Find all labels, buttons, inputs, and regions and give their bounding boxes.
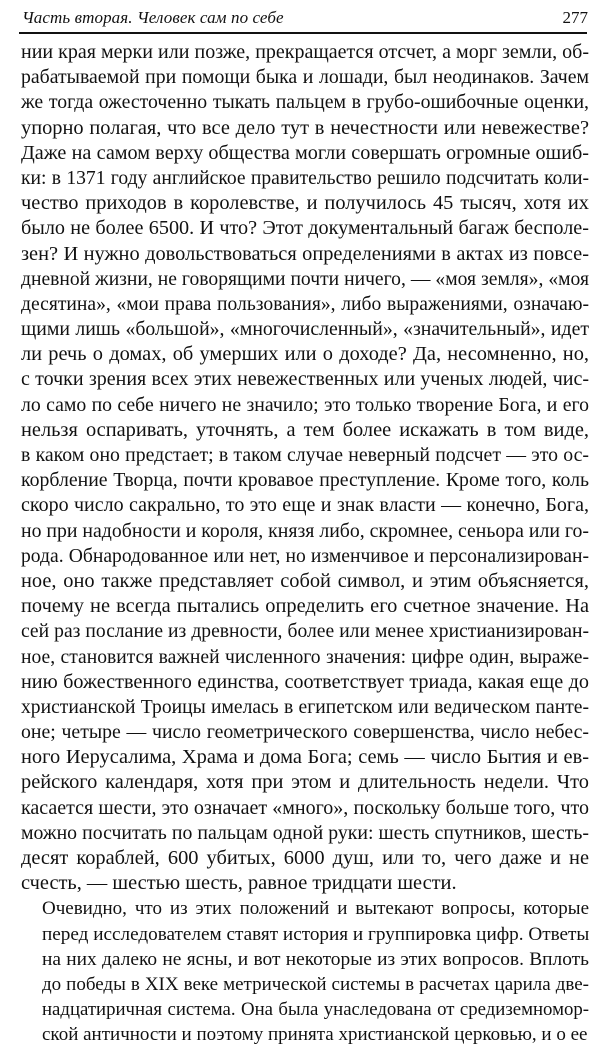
text-line: надцатиричная система. Она была унаследована от средиземномор- <box>42 999 589 1021</box>
paragraph <box>21 896 589 1047</box>
text-line: счесть, — шестью шесть, равное тридцати шести. <box>21 872 457 895</box>
text-line: рода. Обнародованное или нет, но изменчивое и персонализирован- <box>21 545 589 567</box>
text-line: ли речь о домах, об умерших или о доходе? Да, несомненно, но, <box>21 343 589 366</box>
text-line: скоро число сакрально, то это еще и знак власти — конечно, Бога, <box>21 494 589 517</box>
text-line: зен? И нужно довольствоваться определениями в актах из повсе- <box>21 242 589 265</box>
text-line: рейского календаря, хотя при этом и длительность недели. Что <box>21 771 589 794</box>
text-line: ской античности и поэтому принята христианской церковью, и о ее <box>42 1024 588 1046</box>
page-number: 277 <box>562 8 588 27</box>
text-line: сей раз послание из древности, более или менее христианизирован- <box>21 621 589 643</box>
text-line: щими лишь «большой», «многочисленный», «значительный», идет <box>21 318 589 341</box>
text-line: оне; четыре — число геометрического совершенства, число небес- <box>21 721 589 744</box>
text-line: ное, становится важней численного значения: цифре один, выраже- <box>21 646 589 668</box>
text-line: Очевидно, что из этих положений и вытекают вопросы, которые <box>42 898 589 920</box>
text-line: десятина», «мои права пользования», либо выражениями, означаю- <box>21 293 589 315</box>
text-line: нии края мерки или позже, прекращается отсчет, а морг земли, об- <box>21 41 589 63</box>
text-line: христианской Троицы имелась в египетском или ведическом панте- <box>21 696 589 718</box>
running-title: Часть вторая. Человек сам по себе <box>22 8 284 27</box>
header-rule <box>19 32 587 34</box>
page-header <box>22 6 588 30</box>
text-line: корбление Творца, почти кровавое преступление. Кроме того, коль <box>21 469 589 492</box>
text-line: почему не всегда пытались определить его счетное значение. На <box>21 595 589 618</box>
text-line: дневной жизни, не говорящими почти ничего, — «моя земля», «моя <box>21 268 589 290</box>
body-text <box>21 40 589 1048</box>
text-line: Даже на самом верху общества могли совершать огромные ошиб- <box>21 141 589 164</box>
text-line: нию божественного единства, соответствует триада, какая еще до <box>21 670 589 693</box>
text-line: перед исследователем ставят история и группировка цифр. Ответы <box>42 923 590 945</box>
paragraph <box>21 40 589 896</box>
text-line: на них далеко не ясны, и вот некоторые из этих вопросов. Вплоть <box>42 948 589 970</box>
text-line: нельзя оспаривать, уточнять, а тем более искажать в том виде, <box>21 418 589 441</box>
text-line: ло само по себе ничего не значило; это только творение Бога, и его <box>21 393 589 416</box>
text-line: до победы в XIX веке метрической системы в расчетах царила две- <box>42 973 589 995</box>
text-line: можно посчитать по пальцам одной руки: шесть спутников, шесть- <box>21 821 589 844</box>
text-line: ки: в 1371 году английское правительство решило подсчитать коли- <box>21 167 589 189</box>
text-line: было не более 6500. И что? Этот документальный багаж бесполе- <box>21 217 589 240</box>
text-line: но при надобности и короля, князя либо, скромнее, сеньора или го- <box>21 519 589 542</box>
text-line: в каком оно предстает; в таком случае неверный подсчет — это ос- <box>21 444 589 466</box>
text-line: же тогда ожесточенно тыкать пальцем в грубо-ошибочные оценки, <box>21 91 589 114</box>
text-line: с точки зрения всех этих невежественных или ученых людей, чис- <box>21 368 589 391</box>
text-line: ного Иерусалима, Храма и дома Бога; семь — число Бытия и ев- <box>21 746 589 769</box>
text-line: касается шести, это означает «много», поскольку больше того, что <box>21 796 589 819</box>
text-line: десят кораблей, 600 убитых, 6000 душ, или то, чего даже и не <box>21 847 589 869</box>
text-line: чество приходов в королевстве, и получилось 45 тысяч, хотя их <box>21 192 589 215</box>
text-line: рабатываемой при помощи быка и лошади, был неодинаков. Зачем <box>21 66 589 89</box>
text-line: упорно полагая, что все дело тут в нечестности или невежестве? <box>21 116 589 139</box>
text-line: ное, оно также представляет собой символ, и этим объясняется, <box>21 569 589 592</box>
